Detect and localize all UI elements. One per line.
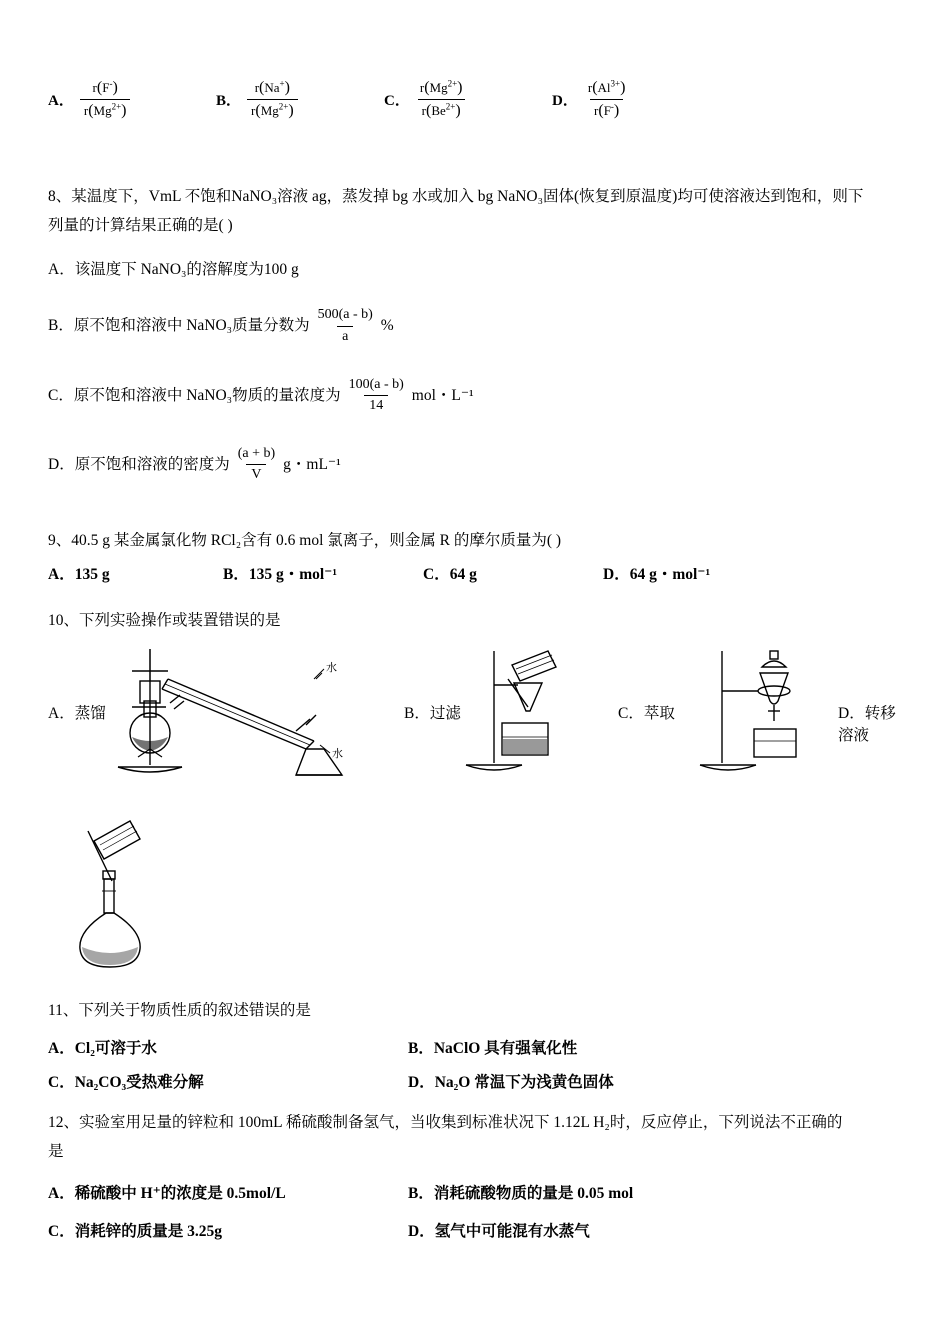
question-8-option-c-fraction (344, 376, 409, 415)
volumetric-flask-transfer-icon (58, 807, 258, 977)
den-charge: - (610, 101, 614, 112)
option-d-label: D． (552, 93, 578, 109)
question-12 (48, 1108, 902, 1241)
option-c-fraction (416, 78, 467, 121)
distillation-apparatus-icon (110, 645, 380, 785)
option-c-numerator: $r(Mg^{2+})$ (419, 78, 463, 96)
option-a-label: A． (48, 93, 74, 109)
option-d (552, 78, 720, 121)
den-ion: F (603, 103, 611, 118)
num-charge: 2+ (447, 78, 458, 89)
option-a (48, 78, 216, 121)
den-ion: Be (431, 103, 446, 118)
filtration-apparatus-icon (452, 645, 592, 785)
question-8-option-d-unit: g・mL⁻¹ (283, 456, 341, 474)
question-10-label-a: A．蒸馏 (48, 705, 106, 723)
den-ion: Mg (93, 103, 112, 118)
extraction-apparatus-icon (702, 645, 842, 785)
option-b-label: B． (216, 93, 242, 109)
fraction-denominator: a (337, 326, 353, 346)
question-8-option-b-unit: % (380, 317, 394, 335)
question-8-option-c-unit: mol・L⁻¹ (411, 386, 474, 404)
num-charge: + (279, 78, 285, 89)
option-a-fraction (80, 78, 131, 121)
den-symbol: r (251, 103, 256, 118)
question-9-option-b: B．135 g・mol⁻¹ (223, 565, 338, 583)
fraction-denominator: 14 (364, 395, 388, 415)
den-symbol: r (83, 103, 89, 118)
option-c-label: C． (384, 93, 410, 109)
question-10-label-c: C．萃取 (618, 705, 675, 723)
num-ion: Mg (429, 80, 448, 95)
fraction-numerator: 100(a - b) (348, 376, 404, 392)
question-10-stem: 10、下列实验操作或装置错误的是 (48, 611, 281, 629)
option-a-denominator: $r(Mg^{2+})$ (80, 99, 131, 121)
question-12-options (48, 1181, 902, 1241)
fraction-numerator: 500(a - b) (317, 307, 373, 323)
option-d-numerator: $r(Al^{3+})$ (587, 78, 626, 96)
den-charge: 2+ (445, 101, 456, 112)
option-c-denominator: $r(Be^{2+})$ (418, 99, 465, 121)
option-b-fraction (247, 78, 298, 121)
den-charge: 2+ (278, 101, 289, 112)
question-10-figure-row (48, 645, 902, 795)
question-8-option-b (48, 306, 902, 345)
question-10-label-b: B．过滤 (404, 705, 461, 723)
fraction-denominator: V (246, 464, 266, 484)
question-12-stem-line-1: 12、实验室用足量的锌粒和 100mL 稀硫酸制备氢气，当收集到标准状况下 1.12L H₂时，反应停止，下列说法不正确的 (48, 1113, 843, 1131)
question-8 (48, 182, 902, 484)
page-bottom-spacer (48, 1241, 902, 1315)
question-11-option-b: B．NaClO 具有强氧化性 (408, 1039, 578, 1057)
question-8-option-a: A．该温度下 NaNO₃的溶解度为100 g (48, 260, 299, 278)
figure-annotation-water-1: 水 (326, 661, 337, 675)
question-11-option-a: A．Cl₂可溶于水 (48, 1039, 157, 1057)
den-symbol: r (421, 103, 426, 118)
num-charge: - (109, 78, 113, 89)
question-7-options-row (48, 0, 902, 168)
num-charge: 3+ (610, 78, 621, 89)
option-d-fraction (584, 78, 630, 121)
question-8-option-d-text: D．原不饱和溶液的密度为 (48, 456, 230, 474)
question-10-extra-figure (58, 807, 902, 982)
question-11-stem: 11、下列关于物质性质的叙述错误的是 (48, 1002, 311, 1020)
num-ion: Al (597, 80, 611, 95)
question-8-option-d (48, 445, 902, 484)
num-symbol: r (92, 80, 97, 95)
num-symbol: r (587, 80, 593, 95)
question-8-stem-line-1: 8、某温度下，VmL 不饱和NaNO₃溶液 ag，蒸发掉 bg 水或加入 bg NaNO₃固体(恢复到原温度)均可使溶液达到饱和，则下 (48, 188, 864, 205)
option-b (216, 78, 384, 121)
question-9-option-d: D．64 g・mol⁻¹ (603, 565, 711, 583)
question-8-stem-line-2: 列量的计算结果正确的是( ) (48, 217, 233, 235)
question-8-option-b-fraction (313, 306, 378, 345)
den-symbol: r (594, 103, 599, 118)
option-d-denominator: r(F-) (590, 99, 623, 121)
question-9-option-c: C．64 g (423, 565, 477, 583)
num-symbol: r (419, 80, 425, 95)
question-11-option-d: D．Na₂O 常温下为浅黄色固体 (408, 1073, 614, 1091)
question-8-option-c (48, 376, 902, 415)
question-9-options (48, 562, 902, 584)
question-9-option-a: A．135 g (48, 565, 110, 583)
option-a-numerator: r(F-) (92, 78, 118, 96)
question-11 (48, 996, 902, 1091)
figure-annotation-water-2: 水 (332, 747, 343, 761)
num-ion: F (102, 80, 110, 95)
page-content (48, 0, 902, 1315)
question-12-option-a: A．稀硫酸中 H⁺的浓度是 0.5mol/L (48, 1184, 286, 1202)
question-10-label-d: D．转移溶液 (838, 705, 896, 745)
question-8-option-c-text: C．原不饱和溶液中 NaNO₃物质的量浓度为 (48, 386, 341, 404)
den-ion: Mg (260, 103, 279, 118)
question-8-option-b-text: B．原不饱和溶液中 NaNO₃质量分数为 (48, 317, 310, 335)
question-12-option-d: D．氢气中可能混有水蒸气 (408, 1222, 590, 1240)
question-9-stem: 9、40.5 g 某金属氯化物 RCl₂含有 0.6 mol 氯离子，则金属 R 的摩尔质量为( ) (48, 532, 562, 550)
option-c (384, 78, 552, 121)
option-b-denominator: $r(Mg^{2+})$ (247, 99, 298, 121)
question-12-option-b: B．消耗硫酸物质的量是 0.05 mol (408, 1184, 634, 1202)
question-8-option-d-fraction (233, 445, 280, 484)
question-12-option-c: C．消耗锌的质量是 3.25g (48, 1222, 222, 1240)
option-b-numerator: r(Na+) (254, 78, 290, 96)
num-ion: Na (264, 80, 280, 95)
den-charge: 2+ (111, 101, 122, 112)
question-11-options (48, 1036, 902, 1092)
question-9 (48, 526, 902, 583)
fraction-numerator: (a + b) (237, 446, 276, 462)
num-symbol: r (254, 80, 260, 95)
question-12-stem-line-2: 是 (48, 1143, 64, 1161)
question-11-option-c: C．Na₂CO₃受热难分解 (48, 1073, 204, 1091)
question-10 (48, 606, 902, 982)
